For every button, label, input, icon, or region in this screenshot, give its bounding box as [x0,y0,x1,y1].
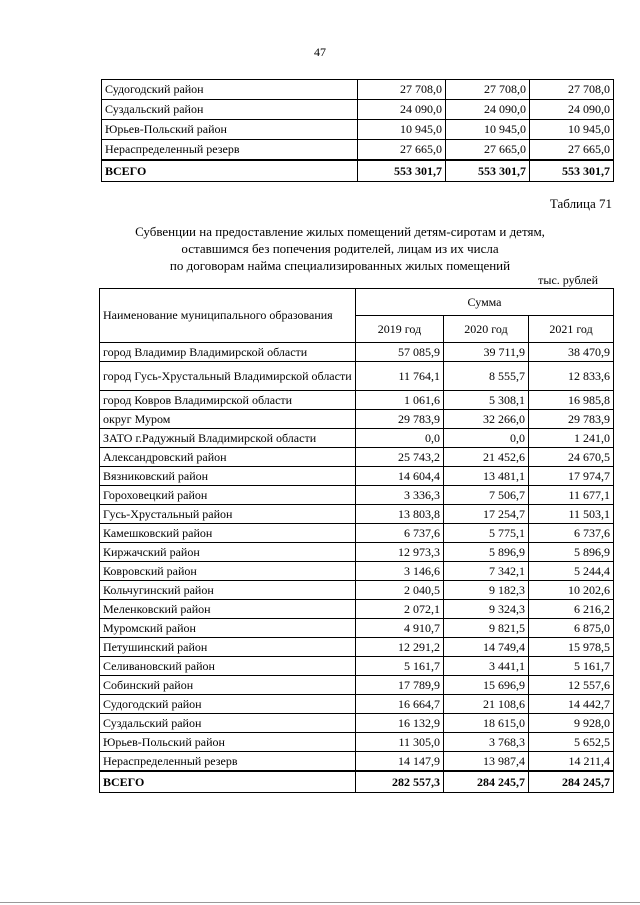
continued-table-body [102,80,614,182]
table-row [100,600,614,619]
row-value: 24 090,0 [446,100,530,120]
table-row [100,429,614,448]
row-name: Меленковский район [100,600,356,619]
row-name: ЗАТО г.Радужный Владимирской области [100,429,356,448]
row-value: 18 615,0 [444,714,529,733]
row-value: 21 108,6 [444,695,529,714]
table-row [102,100,614,120]
row-value: 5 896,9 [444,543,529,562]
row-value: 2 072,1 [356,600,444,619]
row-value: 9 324,3 [444,600,529,619]
row-value: 10 202,6 [529,581,614,600]
row-value: 15 978,5 [529,638,614,657]
row-value: 27 708,0 [530,80,614,100]
table-row [100,505,614,524]
row-name: Собинский район [100,676,356,695]
total-row [102,160,614,182]
header-row [100,289,614,316]
table-row [100,410,614,429]
row-name: Кольчугинский район [100,581,356,600]
table-row [100,581,614,600]
table-row [100,562,614,581]
row-value: 8 555,7 [444,362,529,391]
table-row [100,638,614,657]
row-value: 553 301,7 [358,160,446,182]
table-row [100,524,614,543]
row-value: 5 161,7 [356,657,444,676]
table-row [100,543,614,562]
table-title [110,223,570,274]
row-value: 5 244,4 [529,562,614,581]
row-value: 6 737,6 [529,524,614,543]
row-value: 0,0 [356,429,444,448]
row-value: 14 604,4 [356,467,444,486]
row-name: Гусь-Хрустальный район [100,505,356,524]
table-row [100,448,614,467]
row-value: 11 305,0 [356,733,444,752]
row-value: 11 503,1 [529,505,614,524]
table-row [100,752,614,772]
row-name: Муромский район [100,619,356,638]
row-name: округ Муром [100,410,356,429]
row-value: 38 470,9 [529,343,614,362]
row-value: 10 945,0 [530,120,614,140]
row-name: Александровский район [100,448,356,467]
row-name: Суздальский район [102,100,358,120]
row-value: 24 090,0 [358,100,446,120]
row-value: 32 266,0 [444,410,529,429]
row-name: Камешковский район [100,524,356,543]
row-name: Нераспределенный резерв [102,140,358,161]
row-value: 27 665,0 [446,140,530,161]
row-value: 12 291,2 [356,638,444,657]
table-row [100,676,614,695]
row-value: 14 147,9 [356,752,444,772]
table-row [100,486,614,505]
row-name: город Гусь-Хрустальный Владимирской области [100,362,356,391]
row-value: 5 896,9 [529,543,614,562]
row-value: 13 803,8 [356,505,444,524]
total-row [100,771,614,793]
table-row [100,695,614,714]
table-row [100,733,614,752]
row-value: 17 254,7 [444,505,529,524]
table-label: Таблица 71 [549,196,612,211]
row-value: 11 764,1 [356,362,444,391]
row-value: 57 085,9 [356,343,444,362]
row-value: 553 301,7 [446,160,530,182]
row-value: 27 708,0 [446,80,530,100]
row-value: 39 711,9 [444,343,529,362]
row-name: Вязниковский район [100,467,356,486]
row-value: 6 875,0 [529,619,614,638]
table-row [100,362,614,391]
row-value: 3 336,3 [356,486,444,505]
title-line: оставшимся без попечения родителей, лицам из их числа [181,241,499,256]
row-value: 25 743,2 [356,448,444,467]
row-value: 0,0 [444,429,529,448]
row-name: Ковровский район [100,562,356,581]
row-value: 3 441,1 [444,657,529,676]
row-name: Селивановский район [100,657,356,676]
row-value: 284 245,7 [444,771,529,793]
row-value: 5 775,1 [444,524,529,543]
row-value: 16 985,8 [529,391,614,410]
subsidies-table [99,288,614,793]
row-value: 5 161,7 [529,657,614,676]
row-name: ВСЕГО [100,771,356,793]
subsidies-table-body [100,343,614,793]
row-value: 27 665,0 [358,140,446,161]
header-year: 2020 год [444,316,529,343]
row-value: 9 821,5 [444,619,529,638]
table-row [100,467,614,486]
row-value: 3 146,6 [356,562,444,581]
row-value: 27 708,0 [358,80,446,100]
row-value: 12 833,6 [529,362,614,391]
row-value: 282 557,3 [356,771,444,793]
row-value: 13 987,4 [444,752,529,772]
row-value: 24 670,5 [529,448,614,467]
row-value: 10 945,0 [358,120,446,140]
row-value: 17 789,9 [356,676,444,695]
row-value: 6 216,2 [529,600,614,619]
table-row [100,714,614,733]
row-name: Юрьев-Польский район [100,733,356,752]
row-value: 29 783,9 [356,410,444,429]
row-name: Гороховецкий район [100,486,356,505]
row-value: 7 506,7 [444,486,529,505]
row-value: 16 132,9 [356,714,444,733]
row-name: Петушинский район [100,638,356,657]
row-value: 21 452,6 [444,448,529,467]
row-value: 11 677,1 [529,486,614,505]
row-value: 553 301,7 [530,160,614,182]
row-value: 5 652,5 [529,733,614,752]
row-name: ВСЕГО [102,160,358,182]
row-value: 1 241,0 [529,429,614,448]
header-sum: Сумма [356,289,614,316]
title-line: по договорам найма специализированных жилых помещений [169,258,511,273]
row-value: 24 090,0 [530,100,614,120]
row-name: Судогодский район [102,80,358,100]
row-value: 10 945,0 [446,120,530,140]
page-number: 47 [314,45,326,59]
row-value: 14 211,4 [529,752,614,772]
row-name: Судогодский район [100,695,356,714]
row-value: 14 442,7 [529,695,614,714]
row-value: 12 973,3 [356,543,444,562]
table-row [100,343,614,362]
table-row [102,140,614,161]
row-value: 13 481,1 [444,467,529,486]
row-value: 12 557,6 [529,676,614,695]
row-value: 7 342,1 [444,562,529,581]
header-year: 2021 год [529,316,614,343]
table-row [100,391,614,410]
row-value: 284 245,7 [529,771,614,793]
row-value: 3 768,3 [444,733,529,752]
row-value: 2 040,5 [356,581,444,600]
row-value: 9 928,0 [529,714,614,733]
continued-table [101,79,614,182]
header-year: 2019 год [356,316,444,343]
table-row [102,80,614,100]
row-value: 1 061,6 [356,391,444,410]
row-value: 6 737,6 [356,524,444,543]
row-value: 29 783,9 [529,410,614,429]
row-name: Киржачский район [100,543,356,562]
row-value: 9 182,3 [444,581,529,600]
row-value: 5 308,1 [444,391,529,410]
row-value: 15 696,9 [444,676,529,695]
row-name: Юрьев-Польский район [102,120,358,140]
row-value: 4 910,7 [356,619,444,638]
row-name: Суздальский район [100,714,356,733]
row-value: 16 664,7 [356,695,444,714]
table-row [100,619,614,638]
row-value: 17 974,7 [529,467,614,486]
table-row [100,657,614,676]
title-line: Субвенции на предоставление жилых помещений детям-сиротам и детям, [135,224,545,239]
header-name: Наименование муниципального образования [100,289,356,343]
table-row [102,120,614,140]
page-edge-line [0,902,640,903]
unit-label: тыс. рублей [538,273,598,287]
row-value: 14 749,4 [444,638,529,657]
row-name: Нераспределенный резерв [100,752,356,772]
row-value: 27 665,0 [530,140,614,161]
row-name: город Ковров Владимирской области [100,391,356,410]
row-name: город Владимир Владимирской области [100,343,356,362]
